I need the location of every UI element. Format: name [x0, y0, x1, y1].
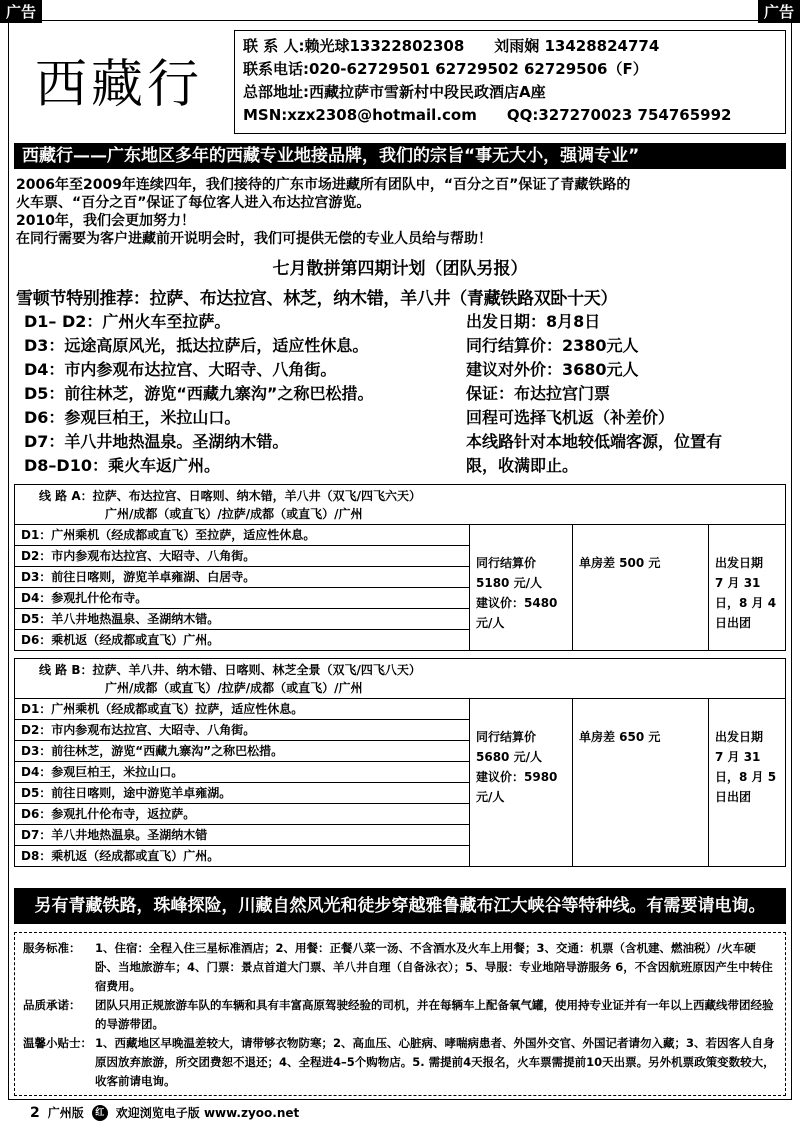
itinerary-item: D3：远途高原风光，抵达拉萨后，适应性休息。 [24, 336, 369, 355]
route-header [15, 485, 785, 525]
qq-label: QQ: [506, 106, 539, 124]
phone-label: 联系电话: [243, 60, 309, 78]
route-departure [709, 525, 785, 650]
depart-line: 日，8 月 5 [715, 770, 777, 784]
terms-text: 1、住宿：全程入住三星标准酒店；2、用餐：正餐八菜一汤、不含酒水及火车上用餐；3、交通：机票（含机建、燃油税）/火车硬卧、当地旅游车；4、门票：景点首道大门票、羊八井自理（自备泳衣）；5、导服：专业地陪导游服务 6，不含因航班原因产生中转住宿费用。 [95, 941, 773, 993]
address: 西藏拉萨市雪新村中段民政酒店A座 [309, 83, 546, 101]
detail-item: 同行结算价：2380元人 [466, 336, 639, 355]
intro-line: 在同行需要为客户进藏前开说明会时，我们可提供无偿的专业人员给与帮助！ [16, 231, 492, 247]
price-line: 建议价：5980 [476, 770, 558, 784]
route-day: D2：市内参观布达拉宫、大昭寺、八角街。 [15, 546, 469, 567]
terms-row [23, 939, 777, 996]
route-departure [709, 699, 785, 866]
special-routes-slogan: 另有青藏铁路，珠峰探险，川藏自然风光和徒步穿越雅鲁藏布江大峡谷等特种线。有需要请电询。 [14, 888, 786, 924]
route-day: D5：羊八井地热温泉、圣湖纳木错。 [15, 609, 469, 630]
brand-banner: 西藏行——广东地区多年的西藏专业地接品牌，我们的宗旨“事无大小，强调专业” [14, 143, 786, 169]
depart-line: 出发日期 [715, 556, 764, 570]
contacts-label: 联 系 人: [243, 37, 305, 55]
route-day: D4：参观巨柏王，米拉山口。 [15, 762, 469, 783]
plan-details [466, 310, 796, 478]
route-day: D2：市内参观布达拉宫、大昭寺、八角街。 [15, 720, 469, 741]
page-number: 2 [30, 1104, 40, 1121]
intro-line: 2010年，我们会更加努力！ [16, 213, 195, 229]
contact-1: 赖光球13322802308 [304, 37, 465, 55]
route-days [15, 699, 470, 866]
ad-label-right: 广告 [758, 0, 800, 23]
route-day: D1：广州乘机（经成都或直飞）至拉萨，适应性休息。 [15, 525, 469, 546]
intro-line: 火车票、“百分之百”保证了每位客人进入布达拉宫游览。 [16, 195, 371, 211]
route-day: D1：广州乘机（经成都或直飞）拉萨，适应性休息。 [15, 699, 469, 720]
brand-block [8, 24, 230, 134]
route-day: D8：乘机返（经成都或直飞）广州。 [21, 849, 220, 863]
detail-item: 限，收满即止。 [466, 456, 579, 475]
address-label: 总部地址: [243, 83, 309, 101]
route-subtitle: 广州/成都（或直飞）/拉萨/成都（或直飞）/广州 [105, 681, 363, 695]
terms-label: 温馨小贴士： [23, 1036, 92, 1050]
itinerary-item: D4：市内参观布达拉宫、大昭寺、八角街。 [24, 360, 337, 379]
price-line: 元/人 [476, 790, 505, 804]
terms-row [23, 1034, 777, 1091]
ad-label-left: 广告 [0, 0, 42, 23]
contact-2: 刘雨娴 13428824774 [494, 37, 660, 55]
msn: xzx2308@hotmail.com [287, 106, 477, 124]
detail-item: 回程可选择飞机返（补差价） [466, 408, 675, 427]
publisher-logo-icon: 红 [92, 1105, 108, 1121]
terms-label: 服务标准： [23, 941, 81, 955]
site-link[interactable]: 欢迎浏览电子版 www.zyoo.net [115, 1106, 300, 1120]
route-single-supplement: 单房差 500 元 [573, 525, 709, 650]
intro-text [16, 176, 788, 248]
price-line: 元/人 [476, 616, 505, 630]
terms-text: 团队只用正规旅游车队的车辆和具有丰富高原驾驶经验的司机，并在每辆车上配备氧气罐，使用持专业证并有一年以上西藏线带团经验的导游带团。 [95, 998, 774, 1031]
promo-headline: 雪顿节特别推荐：拉萨、布达拉宫、林芝，纳木错，羊八井（青藏铁路双卧十天） [16, 289, 618, 309]
route-b-table [14, 658, 786, 867]
itinerary-item: D8–D10：乘火车返广州。 [24, 456, 220, 475]
route-single-supplement: 单房差 650 元 [573, 699, 709, 866]
msn-label: MSN: [243, 106, 288, 124]
price-line: 同行结算价 [476, 730, 537, 744]
route-day: D3：前往林芝，游览“西藏九寨沟”之称巴松措。 [15, 741, 469, 762]
depart-line: 7 月 31 [715, 576, 761, 590]
route-day: D4：参观扎什伦布寺。 [15, 588, 469, 609]
plan-title: 七月散拼第四期计划（团队另报） [272, 259, 528, 279]
terms-label: 品质承诺： [23, 998, 81, 1012]
itinerary-list [24, 310, 454, 478]
detail-item: 出发日期：8月8日 [466, 312, 601, 331]
route-day: D5：前往日喀则，途中游览羊卓雍湖。 [15, 783, 469, 804]
depart-line: 日出团 [715, 790, 752, 804]
depart-line: 出发日期 [715, 730, 764, 744]
itinerary-item: D6：参观巨柏王，米拉山口。 [24, 408, 241, 427]
price-line: 5680 元/人 [476, 750, 542, 764]
route-title: 线 路 B：拉萨、羊八井、纳木错、日喀则、林芝全景（双飞/四飞八天） [39, 663, 421, 677]
price-line: 建议价：5480 [476, 596, 558, 610]
depart-line: 日，8 月 4 [715, 596, 777, 610]
detail-item: 建议对外价：3680元人 [466, 360, 639, 379]
route-day: D6：参观扎什伦布寺，返拉萨。 [15, 804, 469, 825]
service-terms [14, 932, 786, 1096]
itinerary-item: D7：羊八井地热温泉。圣湖纳木错。 [24, 432, 289, 451]
contact-box [234, 30, 786, 134]
route-subtitle: 广州/成都（或直飞）/拉萨/成都（或直飞）/广州 [105, 507, 363, 521]
detail-item: 本线路针对本地较低端客源，位置有 [466, 432, 723, 451]
route-price [470, 525, 573, 650]
phone: 020-62729501 62729502 62729506（F） [309, 60, 648, 78]
depart-line: 7 月 31 [715, 750, 761, 764]
qq: 327270023 754765992 [538, 106, 732, 124]
depart-line: 日出团 [715, 616, 752, 630]
terms-row [23, 996, 777, 1034]
route-price [470, 699, 573, 866]
price-line: 同行结算价 [476, 556, 537, 570]
route-a-table [14, 484, 786, 651]
page-footer [30, 1104, 299, 1121]
route-day: D7：羊八井地热温泉。圣湖纳木错 [15, 825, 469, 846]
route-day: D6：乘机返（经成都或直飞）广州。 [21, 633, 220, 647]
intro-line: 2006年至2009年连续四年，我们接待的广东市场进藏所有团队中，“百分之百”保证了青藏铁路的 [16, 177, 631, 193]
detail-item: 保证：布达拉宫门票 [466, 384, 611, 403]
terms-text: 1、西藏地区早晚温差较大，请带够衣物防寒；2、高血压、心脏病、哮喘病患者、外国外交官、外国记者请勿入藏；3、若因客人自身原因放弃旅游，所交团费恕不退还；4、全程进4–5个购物店。5. 需提前4天报名，火车票需提前10天出票。另外机票政策变数较大，收客前请电询。 [95, 1036, 775, 1088]
route-days [15, 525, 470, 650]
route-day: D3：前往日喀则，游览羊卓雍湖、白居寺。 [15, 567, 469, 588]
route-header [15, 659, 785, 699]
brand-title: 西藏行 [34, 54, 203, 115]
itinerary-item: D5：前往林芝，游览“西藏九寨沟”之称巴松措。 [24, 384, 374, 403]
itinerary-item: D1– D2：广州火车至拉萨。 [24, 312, 231, 331]
route-title: 线 路 A：拉萨、布达拉宫、日喀则、纳木错，羊八井（双飞/四飞六天） [39, 489, 422, 503]
edition-label: 广州版 [47, 1106, 84, 1120]
price-line: 5180 元/人 [476, 576, 542, 590]
